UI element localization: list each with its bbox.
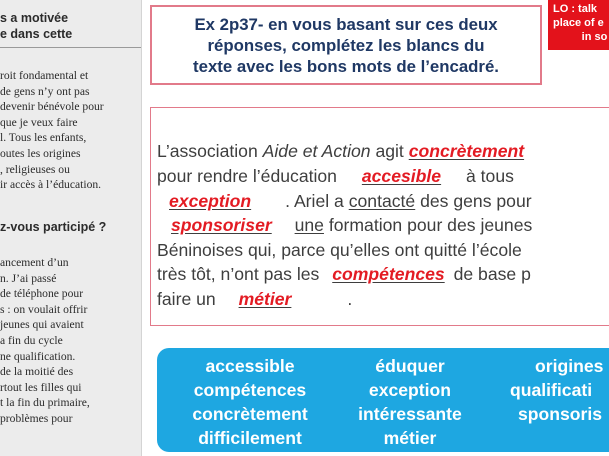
document-line: de téléphone pour: [0, 287, 84, 301]
document-line: ir accès à l’éducation.: [0, 178, 102, 192]
document-line: ne qualification.: [0, 349, 76, 363]
word-bank-item[interactable]: métier: [383, 428, 437, 448]
instruction-box: [150, 5, 542, 85]
word-bank-item[interactable]: compétences: [193, 380, 307, 400]
document-line: que je veux faire: [0, 115, 78, 129]
document-line: jeunes qui avaient: [0, 318, 84, 332]
document-line: de gens n’y ont pas: [0, 84, 90, 98]
cloze-text: à tous: [461, 166, 514, 186]
document-heading-line: s a motivée: [0, 11, 69, 25]
word-bank-item[interactable]: qualificati: [510, 380, 593, 400]
cloze-underlined-word: contacté: [348, 191, 416, 211]
cloze-text: pour rendre l’éducation: [157, 166, 342, 186]
document-line: , religieuses ou: [0, 162, 70, 176]
cloze-text: formation pour des jeunes: [323, 215, 533, 235]
cloze-text: des gens pour: [415, 191, 532, 211]
word-bank-item[interactable]: intéressante: [358, 404, 462, 424]
document-paragraph: [0, 255, 142, 427]
cloze-text: très tôt, n’ont pas les: [157, 264, 325, 284]
document-line: roit fondamental et: [0, 69, 89, 82]
instruction-line: Ex 2p37- en vous basant sur ces deux: [194, 14, 498, 34]
document-divider: [0, 47, 141, 48]
cloze-underlined-word: une: [294, 215, 324, 235]
answer-metier[interactable]: métier: [238, 289, 292, 309]
document-heading-line: e dans cette: [0, 27, 73, 41]
answer-exception[interactable]: exception: [169, 191, 252, 211]
word-bank-item[interactable]: concrètement: [192, 404, 308, 424]
document-line: outes les origines: [0, 146, 81, 160]
answer-competences[interactable]: compétences: [332, 264, 445, 284]
document-line: l. Tous les enfants,: [0, 131, 87, 145]
answer-concretement[interactable]: concrètement: [408, 141, 525, 161]
cloze-text: faire un: [157, 289, 221, 309]
cloze-text: . Ariel a: [285, 191, 349, 211]
answer-accessible[interactable]: accesible: [361, 166, 442, 186]
document-line: s : on voulait offrir: [0, 302, 88, 316]
cloze-line: [157, 214, 532, 236]
cloze-text: L’association: [157, 141, 263, 161]
word-bank-item[interactable]: origines: [535, 356, 604, 376]
document-line: t la fin du primaire,: [0, 396, 90, 410]
document-heading: [0, 10, 142, 42]
document-line: de la moitié des: [0, 365, 74, 379]
document-line: devenir bénévole pour: [0, 100, 104, 114]
document-question: z-vous participé ?: [0, 220, 107, 234]
word-bank-item[interactable]: accessible: [205, 356, 295, 376]
instruction-line: texte avec les bons mots de l’encadré.: [193, 56, 499, 76]
document-line: rtout les filles qui: [0, 380, 82, 394]
answer-sponsoriser[interactable]: sponsoriser: [171, 215, 272, 235]
scanned-document: [0, 0, 142, 456]
cloze-text: .: [347, 289, 353, 309]
badge-line: LO : talk: [553, 3, 598, 15]
document-line: a fin du cycle: [0, 333, 63, 347]
cloze-line: [157, 288, 352, 310]
word-bank-item[interactable]: éduquer: [375, 356, 445, 376]
cloze-text: de base p: [448, 264, 531, 284]
document-line: n. J’ai passé: [0, 271, 57, 285]
cloze-line: Béninoises qui, parce qu’elles ont quitté l’école: [157, 240, 522, 260]
association-name: Aide et Action: [262, 141, 371, 161]
badge-line: in so: [581, 31, 608, 43]
cloze-line: [157, 165, 514, 187]
document-line: ancement d’un: [0, 256, 69, 269]
learning-objective-badge: [548, 0, 609, 50]
cloze-text: agit: [370, 141, 409, 161]
document-line: problèmes pour: [0, 411, 73, 425]
word-bank-item[interactable]: sponsoris: [518, 404, 603, 424]
cloze-line: [157, 190, 532, 212]
word-bank-item[interactable]: exception: [368, 380, 452, 400]
instruction-line: réponses, complétez les blancs du: [207, 35, 485, 55]
document-paragraph: [0, 68, 142, 193]
cloze-line: [157, 140, 524, 162]
badge-line: place of e: [553, 17, 604, 29]
word-bank-item[interactable]: difficilement: [198, 428, 302, 448]
cloze-line: [157, 263, 531, 285]
